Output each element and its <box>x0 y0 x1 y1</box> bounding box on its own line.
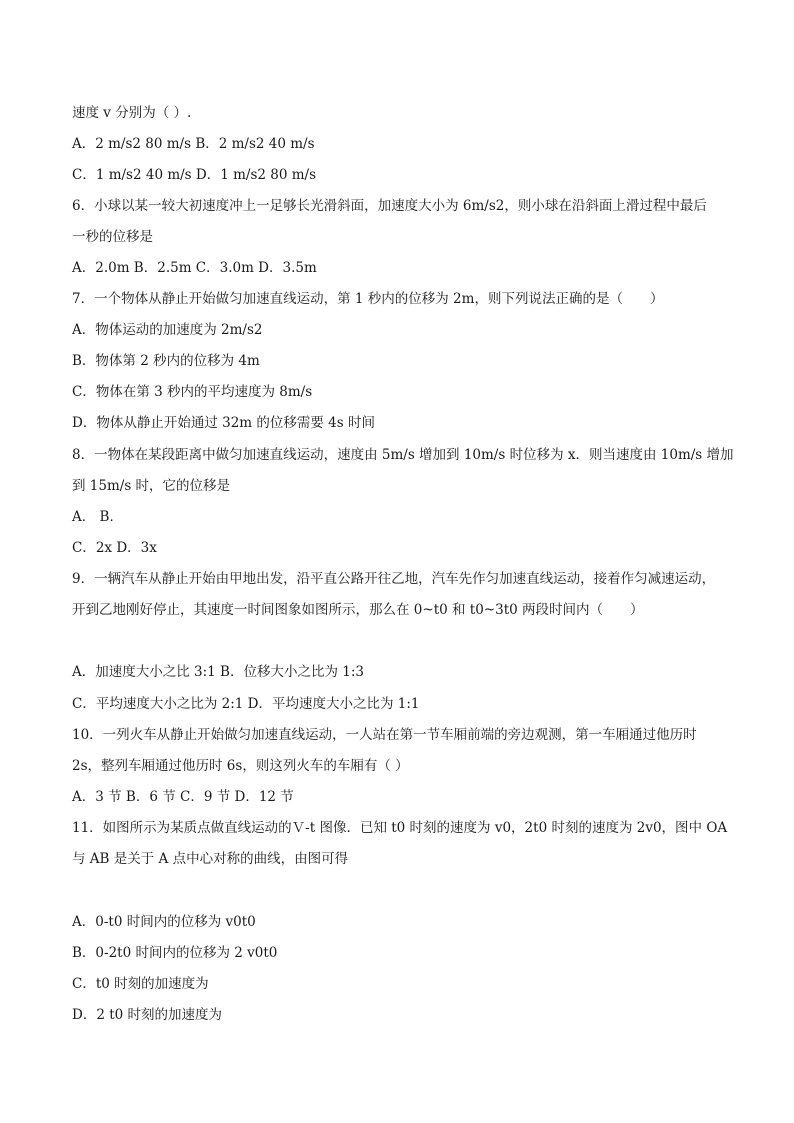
q7-option-c: C．物体在第 3 秒内的平均速度为 8m/s <box>72 384 313 400</box>
q7-option-b: B．物体第 2 秒内的位移为 4m <box>72 353 260 369</box>
q5-options-ab: A．2 m/s2 80 m/s B．2 m/s2 40 m/s <box>72 136 315 152</box>
q8-stem: 8．一物体在某段距离中做匀加速直线运动，速度由 5m/s 增加到 10m/s 时位移为 x．则当速度由 10m/s 增加 <box>72 447 734 463</box>
q11-option-d: D．2 t0 时刻的加速度为 <box>72 1007 223 1023</box>
q9-options-ab: A．加速度大小之比 3:1 B．位移大小之比为 1:3 <box>72 664 364 680</box>
q11-option-a: A．0-t0 时间内的位移为 v0t0 <box>72 914 256 930</box>
q10-stem: 10．一列火车从静止开始做匀加速直线运动，一人站在第一节车厢前端的旁边观测，第一车厢通过他历时 <box>72 727 697 743</box>
q9-stem: 9．一辆汽车从静止开始由甲地出发，沿平直公路开往乙地，汽车先作匀加速直线运动，接着作匀减速运动， <box>72 571 716 587</box>
q7-option-d: D．物体从静止开始通过 32m 的位移需要 4s 时间 <box>72 415 375 431</box>
q11-stem-continuation: 与 AB 是关于 A 点中心对称的曲线，由图可得 <box>72 851 349 867</box>
q11-option-c: C．t0 时刻的加速度为 <box>72 976 209 992</box>
q5-options-cd: C．1 m/s2 40 m/s D．1 m/s2 80 m/s <box>72 167 317 183</box>
q6-options: A．2.0m B．2.5m C．3.0m D．3.5m <box>72 260 317 276</box>
q5-stem-continuation: 速度 v 分别为（ ）. <box>72 105 192 121</box>
q9-options-cd: C．平均速度大小之比为 2:1 D．平均速度大小之比为 1:1 <box>72 696 420 712</box>
q10-options: A．3 节 B．6 节 C．9 节 D．12 节 <box>72 789 294 805</box>
q6-stem: 6．小球以某一较大初速度冲上一足够长光滑斜面，加速度大小为 6m/s2，则小球在沿斜面上滑过程中最后 <box>72 198 707 214</box>
q7-option-a: A．物体运动的加速度为 2m/s2 <box>72 322 263 338</box>
q6-stem-continuation: 一秒的位移是 <box>72 229 153 245</box>
q11-option-b: B．0-2t0 时间内的位移为 2 v0t0 <box>72 945 278 961</box>
q9-stem-continuation: 开到乙地刚好停止，其速度一时间图象如图所示，那么在 0~t0 和 t0~3t0 两段时间内（ ） <box>72 602 644 618</box>
q8-options-cd: C．2x D．3x <box>72 540 157 556</box>
q10-stem-continuation: 2s，整列车厢通过他历时 6s，则这列火车的车厢有（ ） <box>72 758 409 774</box>
q11-stem: 11．如图所示为某质点做直线运动的Ｖ-t 图像．已知 t0 时刻的速度为 v0，2t0 时刻的速度为 2v0，图中 OA <box>72 820 728 836</box>
q7-stem: 7．一个物体从静止开始做匀加速直线运动，第 1 秒内的位移为 2m，则下列说法正确的是（ ） <box>72 291 664 307</box>
q8-options-ab: A． B． <box>72 509 123 525</box>
q8-stem-continuation: 到 15m/s 时，它的位移是 <box>72 478 231 494</box>
